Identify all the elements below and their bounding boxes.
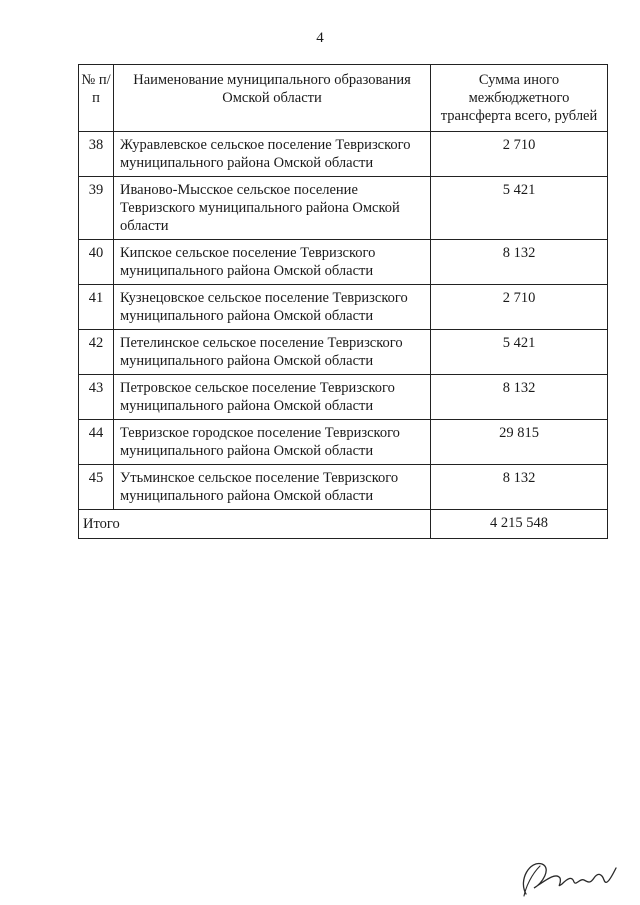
row-amount: 8 132	[431, 375, 608, 420]
table-row	[79, 465, 608, 510]
row-municipality: Тевризское городское поселение Тевризского муниципального района Омской области	[114, 420, 431, 465]
row-amount: 29 815	[431, 420, 608, 465]
row-number: 45	[79, 465, 114, 510]
row-municipality: Кипское сельское поселение Тевризского муниципального района Омской области	[114, 240, 431, 285]
total-row	[79, 510, 608, 539]
row-number: 38	[79, 132, 114, 177]
table-row	[79, 375, 608, 420]
signature	[512, 850, 622, 900]
page-number: 4	[316, 30, 324, 46]
transfer-table	[78, 64, 608, 539]
row-amount: 5 421	[431, 177, 608, 240]
header-number: № п/п	[79, 65, 114, 132]
row-amount: 2 710	[431, 285, 608, 330]
row-municipality: Утьминское сельское поселение Тевризского муниципального района Омской области	[114, 465, 431, 510]
header-amount: Сумма иного межбюджетного трансферта всего, рублей	[431, 65, 608, 132]
row-number: 39	[79, 177, 114, 240]
total-label: Итого	[79, 510, 431, 539]
row-municipality: Журавлевское сельское поселение Тевризского муниципального района Омской области	[114, 132, 431, 177]
row-amount: 2 710	[431, 132, 608, 177]
row-number: 40	[79, 240, 114, 285]
row-amount: 8 132	[431, 465, 608, 510]
row-amount: 5 421	[431, 330, 608, 375]
table-header-row	[79, 65, 608, 132]
row-number: 41	[79, 285, 114, 330]
table-row	[79, 420, 608, 465]
row-municipality: Кузнецовское сельское поселение Тевризского муниципального района Омской области	[114, 285, 431, 330]
row-municipality: Иваново-Мысское сельское поселение Тевризского муниципального района Омской области	[114, 177, 431, 240]
total-amount: 4 215 548	[431, 510, 608, 539]
row-number: 43	[79, 375, 114, 420]
row-municipality: Петровское сельское поселение Тевризского муниципального района Омской области	[114, 375, 431, 420]
row-number: 44	[79, 420, 114, 465]
table-row	[79, 177, 608, 240]
table-row	[79, 240, 608, 285]
header-municipality: Наименование муниципального образования Омской области	[114, 65, 431, 132]
table-row	[79, 330, 608, 375]
row-municipality: Петелинское сельское поселение Тевризского муниципального района Омской области	[114, 330, 431, 375]
row-amount: 8 132	[431, 240, 608, 285]
table-row	[79, 132, 608, 177]
row-number: 42	[79, 330, 114, 375]
table-row	[79, 285, 608, 330]
